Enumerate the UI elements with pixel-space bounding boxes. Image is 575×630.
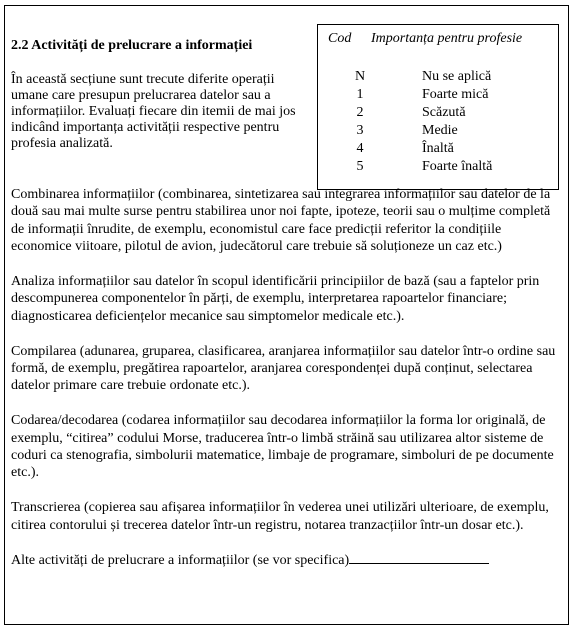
legend-label: Nu se aplică [422,69,492,84]
legend-label: Foarte mică [422,87,489,102]
item-other-activities [11,551,562,569]
legend-label: Înaltă [422,141,454,156]
legend-code: 1 [356,87,364,102]
legend-col-importance: Importanța pentru profesie [371,31,523,46]
legend-row [318,104,558,122]
legend-label: Scăzută [422,105,466,120]
legend-code: 5 [356,159,364,174]
legend-code: 3 [356,123,364,138]
legend-label: Medie [422,123,458,138]
activity-items [11,186,562,570]
legend-row [318,122,558,140]
legend-row [318,140,558,158]
section-title: 2.2 Activități de prelucrare a informației [11,38,253,53]
importance-legend [317,24,559,190]
legend-code: 2 [356,105,364,120]
legend-code: 4 [356,141,364,156]
legend-row [318,68,558,86]
legend-label: Foarte înaltă [422,159,493,174]
legend-code: N [354,69,366,84]
item-analysis-information: Analiza informațiilor sau datelor în scopul identificării principiilor de bază (sau a faptelor prin descompunerea componentelor în părți, de exemplu, interpretarea rapoartelor financiare; diagnosticarea deficiențelor mecanice sau simptomelor medicale etc.). [11,274,540,324]
other-activities-label: Alte activități de prelucrare a informațiilor (se vor specifica) [11,553,350,569]
item-coding-decoding: Codarea/decodarea (codarea informațiilor sau decodarea informațiilor la forma lor originală, de exemplu, “citirea” codului Morse, traducerea într-o limbă străină sau utilizarea altor sisteme de coduri ca stenografia, simbolurii matematice, limbaje de programare, simboluri de pe documente etc.). [11,413,554,481]
legend-col-code: Cod [328,31,352,46]
legend-rows [318,68,558,176]
form-page [4,5,569,625]
item-transcribing: Transcrierea (copierea sau afișarea informațiilor în vederea unei utilizări ulterioare, de exemplu, citirea contorului și trecerea datelor într-un registru, notarea tranzacțiilor într-un dosar etc.). [11,500,549,533]
item-compiling: Compilarea (adunarea, gruparea, clasificarea, aranjarea informațiilor sau datelor într-o ordine sau formă, de exemplu, pregătirea rapoartelor, aranjarea corespondenței după conținut, selectarea datelor primare care trebuie ordonate etc.). [11,343,556,394]
item-combining-information: Combinarea informațiilor (combinarea, sintetizarea sau integrarea informațiilor sau datelor de la două sau mai multe surse pentru stabilirea unor noi fapte, ipoteze, teorii sau o mulțime completă de informații înrudite, de exemplu, economistul care face predicții referitor la condițiile economice viitoare, pilotul de avion, judecătorul care trebuie să soluționeze un caz etc.) [11,187,551,255]
legend-row [318,86,558,104]
section-intro: În această secțiune sunt trecute diferite operații umane care presupun prelucrarea datelor sau a informațiilor. Evaluați fiecare din itemii de mai jos indicând importanța activității respective pentru profesia analizată. [11,72,296,151]
other-activities-fill-line[interactable] [349,551,489,564]
legend-row [318,158,558,176]
